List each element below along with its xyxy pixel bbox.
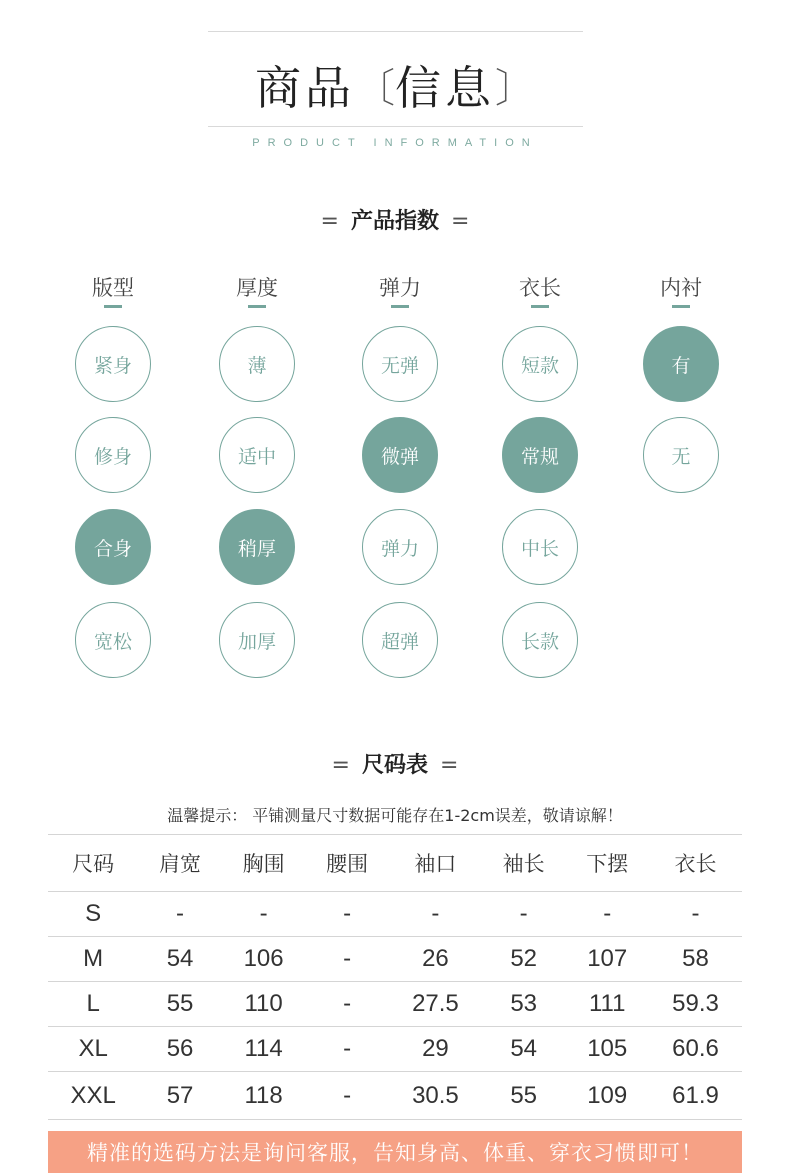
product-index-title (0, 204, 790, 235)
advice-banner: 精准的选码方法是询问客服，告知身高、体重、穿衣习惯即可！ (48, 1131, 742, 1173)
index-option: 加厚 (219, 602, 295, 678)
index-option: 长款 (502, 602, 578, 678)
index-column-label: 内衬 (660, 276, 702, 300)
size-value-cell: - (389, 892, 482, 937)
size-value-cell: 61.9 (649, 1072, 742, 1120)
page-title (0, 52, 790, 118)
size-table (48, 834, 742, 1120)
index-option-selected: 有 (643, 326, 719, 402)
size-tip: 温馨提示： 平铺测量尺寸数据可能存在1-2cm误差，敬请谅解！ (167, 806, 623, 825)
size-value-cell: 60.6 (649, 1027, 742, 1072)
index-column-label: 厚度 (236, 276, 278, 300)
size-value-cell: 30.5 (389, 1072, 482, 1120)
title-main: 商品 (255, 61, 355, 115)
index-column-label: 弹力 (379, 276, 421, 300)
size-value-cell: 106 (222, 937, 306, 982)
title-bracket-open: 〔 (355, 65, 395, 112)
size-value-cell: 114 (222, 1027, 306, 1072)
size-value-cell: 56 (138, 1027, 222, 1072)
size-label-cell: XL (48, 1027, 138, 1072)
table-row (48, 937, 742, 982)
size-label-cell: S (48, 892, 138, 937)
size-value-cell: 57 (138, 1072, 222, 1120)
size-value-cell: - (305, 937, 389, 982)
title-decor-right: = (440, 753, 459, 778)
size-value-cell: 111 (565, 982, 649, 1027)
index-option-selected: 微弹 (362, 417, 438, 493)
index-option: 短款 (502, 326, 578, 402)
index-column-marker (391, 305, 409, 308)
table-row (48, 892, 742, 937)
size-value-cell: - (482, 892, 566, 937)
size-label-cell: L (48, 982, 138, 1027)
index-option: 无弹 (362, 326, 438, 402)
size-table-header-cell: 腰围 (305, 835, 389, 892)
size-value-cell: 27.5 (389, 982, 482, 1027)
size-table-header-cell: 下摆 (565, 835, 649, 892)
size-value-cell: - (222, 892, 306, 937)
size-value-cell: - (305, 892, 389, 937)
size-value-cell: 54 (138, 937, 222, 982)
table-row (48, 1027, 742, 1072)
size-table-header (48, 835, 742, 892)
size-value-cell: 118 (222, 1072, 306, 1120)
size-value-cell: - (305, 1027, 389, 1072)
size-label-cell: M (48, 937, 138, 982)
size-chart-title (0, 748, 790, 779)
header-bottom-rule (208, 126, 583, 127)
size-table-header-cell: 肩宽 (138, 835, 222, 892)
index-option: 无 (643, 417, 719, 493)
size-label-cell: XXL (48, 1072, 138, 1120)
size-value-cell: 53 (482, 982, 566, 1027)
size-value-cell: 59.3 (649, 982, 742, 1027)
size-value-cell: - (565, 892, 649, 937)
title-accent: 信息 (395, 61, 495, 115)
size-value-cell: 54 (482, 1027, 566, 1072)
index-column-marker (531, 305, 549, 308)
index-option: 紧身 (75, 326, 151, 402)
index-column-label: 版型 (92, 276, 134, 300)
size-table-header-cell: 尺码 (48, 835, 138, 892)
index-option: 弹力 (362, 509, 438, 585)
index-option: 宽松 (75, 602, 151, 678)
size-value-cell: 55 (138, 982, 222, 1027)
size-table-header-cell: 袖口 (389, 835, 482, 892)
title-decor-right: = (451, 209, 470, 234)
size-value-cell: 58 (649, 937, 742, 982)
table-row (48, 1072, 742, 1120)
index-column-marker (672, 305, 690, 308)
title-bracket-close: 〕 (495, 65, 535, 112)
index-column-label: 衣长 (519, 276, 561, 300)
size-table-header-cell: 胸围 (222, 835, 306, 892)
size-value-cell: 109 (565, 1072, 649, 1120)
index-option-selected: 合身 (75, 509, 151, 585)
size-table-body (48, 892, 742, 1120)
size-value-cell: 105 (565, 1027, 649, 1072)
size-value-cell: - (649, 892, 742, 937)
table-row (48, 982, 742, 1027)
size-value-cell: - (305, 982, 389, 1027)
index-option: 适中 (219, 417, 295, 493)
title-decor-left: = (320, 209, 339, 234)
title-decor-left: = (331, 753, 350, 778)
index-column-marker (104, 305, 122, 308)
index-column-marker (248, 305, 266, 308)
index-option: 超弹 (362, 602, 438, 678)
size-value-cell: 29 (389, 1027, 482, 1072)
size-value-cell: 107 (565, 937, 649, 982)
index-option: 中长 (502, 509, 578, 585)
size-chart-title-text: 尺码表 (361, 753, 428, 778)
index-option: 薄 (219, 326, 295, 402)
page-subtitle: PRODUCT INFORMATION (252, 137, 538, 149)
size-value-cell: 110 (222, 982, 306, 1027)
size-value-cell: 26 (389, 937, 482, 982)
size-value-cell: 52 (482, 937, 566, 982)
size-table-header-cell: 袖长 (482, 835, 566, 892)
product-index-title-text: 产品指数 (350, 209, 439, 234)
size-value-cell: - (138, 892, 222, 937)
index-option-selected: 稍厚 (219, 509, 295, 585)
index-option: 修身 (75, 417, 151, 493)
index-option-selected: 常规 (502, 417, 578, 493)
size-table-header-cell: 衣长 (649, 835, 742, 892)
size-value-cell: - (305, 1072, 389, 1120)
size-value-cell: 55 (482, 1072, 566, 1120)
header-top-rule (208, 31, 583, 32)
